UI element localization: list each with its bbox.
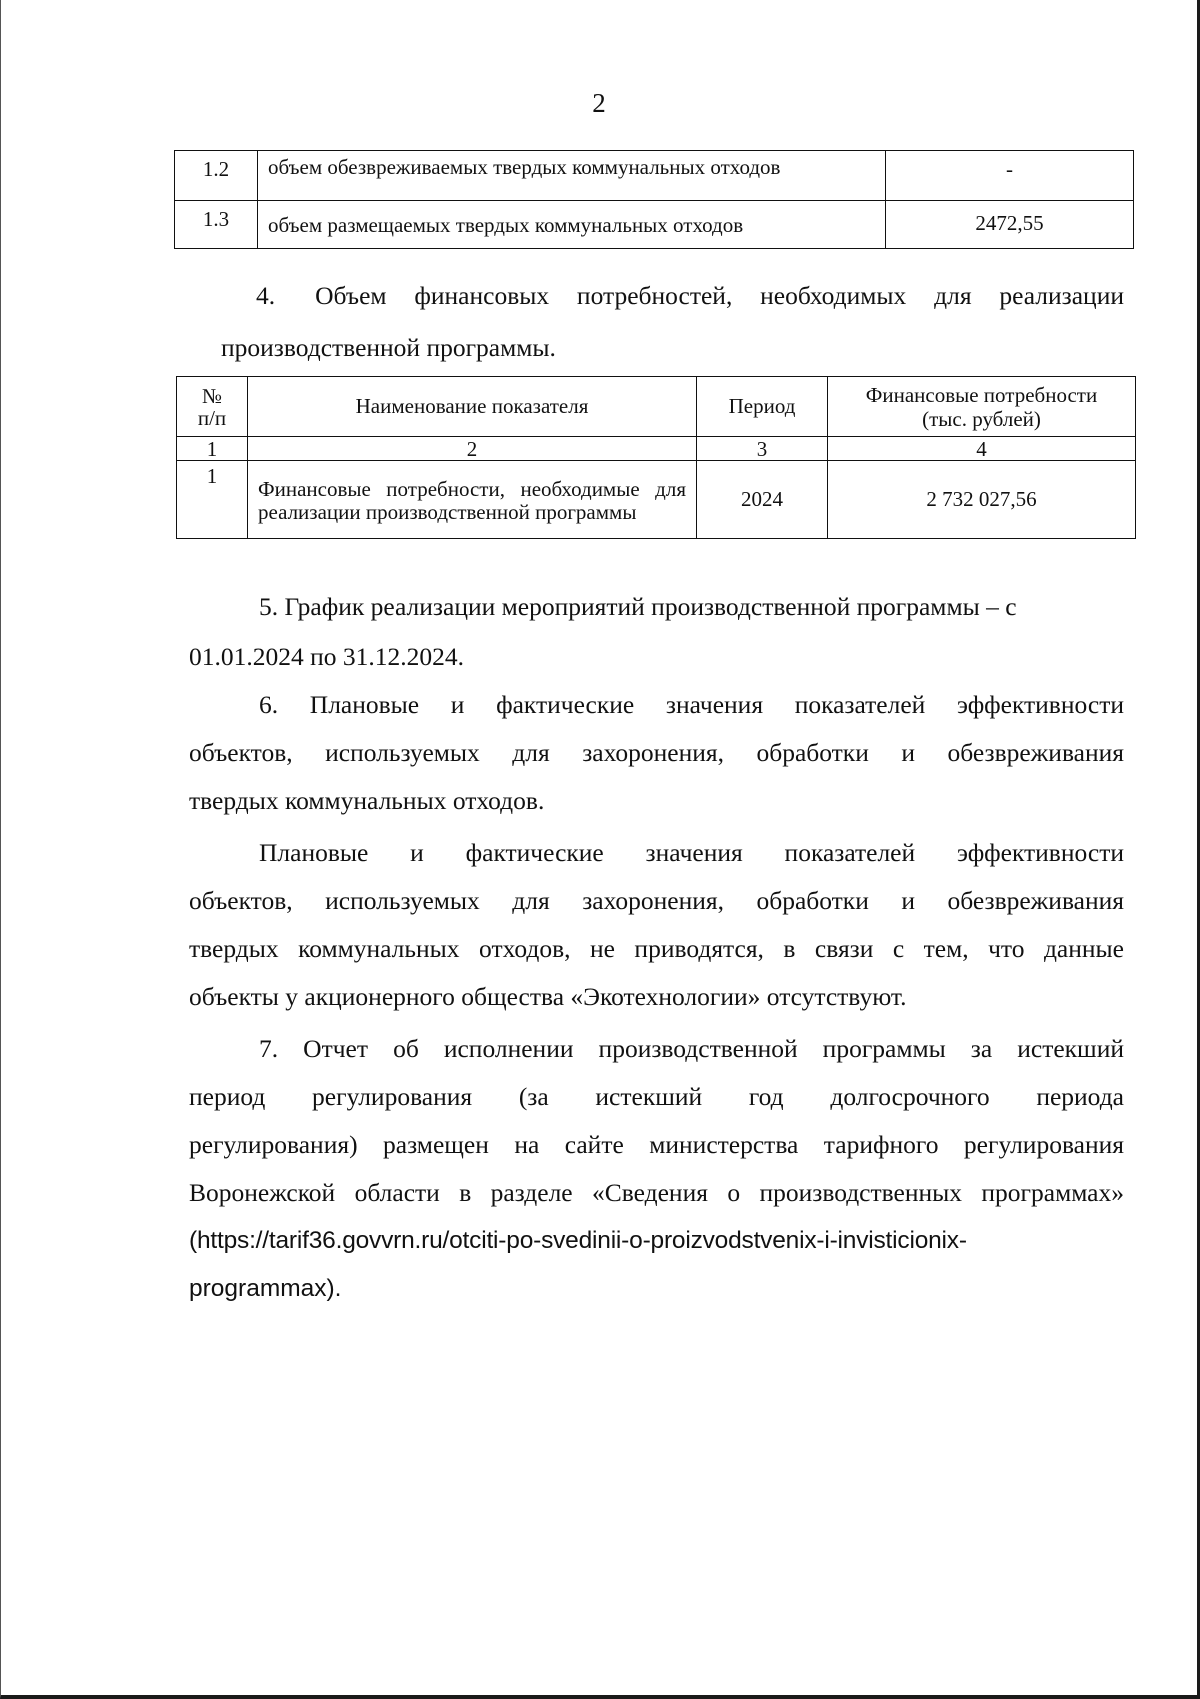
header-num-line2: п/п bbox=[197, 405, 227, 430]
table-row bbox=[175, 151, 1134, 201]
header-financial-line2: (тыс. рублей) bbox=[922, 406, 1041, 431]
volumes-table bbox=[174, 150, 1134, 249]
section-6-line1: 6. Плановые и фактические значения показателей эффективности bbox=[259, 690, 1124, 719]
page-number: 2 bbox=[592, 88, 606, 118]
header-financial bbox=[828, 377, 1136, 437]
section-4-number: 4. bbox=[256, 281, 276, 310]
section-7-line1: 7. Отчет об исполнении производственной программы за истекший bbox=[259, 1034, 1124, 1063]
header-period: Период bbox=[697, 377, 828, 437]
section-4-line1: Объем финансовых потребностей, необходимых для реализации bbox=[315, 281, 1124, 310]
header-financial-line1: Финансовые потребности bbox=[865, 382, 1098, 407]
section-6-line2: объектов, используемых для захоронения, обработки и обезвреживания bbox=[189, 738, 1124, 767]
header-num bbox=[177, 377, 248, 437]
section-6-p2-line3: твердых коммунальных отходов, не приводятся, в связи с тем, что данные bbox=[189, 934, 1124, 963]
row-number: 1.2 bbox=[175, 151, 258, 201]
section-7-url: (https://tarif36.govvrn.ru/otciti-po-svedinii-o-proizvodstvenix-i-invisticionix- bbox=[189, 1227, 967, 1254]
table-row bbox=[175, 201, 1134, 249]
section-5-line1: 5. График реализации мероприятий производственной программы – с bbox=[259, 592, 1017, 621]
row-name-cell bbox=[248, 461, 697, 539]
row-number: 1 bbox=[177, 461, 248, 539]
section-7-line4: Воронежской области в разделе «Сведения о производственных программах» bbox=[189, 1178, 1124, 1207]
row-name: объем обезвреживаемых твердых коммунальных отходов bbox=[258, 151, 886, 201]
table-row bbox=[177, 461, 1136, 539]
row-value: - bbox=[886, 151, 1134, 201]
row-number: 1.3 bbox=[175, 201, 258, 249]
section-6-p2-line2: объектов, используемых для захоронения, обработки и обезвреживания bbox=[189, 886, 1124, 915]
section-5-line2: 01.01.2024 по 31.12.2024. bbox=[189, 642, 465, 671]
col-number: 3 bbox=[697, 437, 828, 461]
row-name: Финансовые потребности, необходимые для реализации производственной программы bbox=[258, 476, 686, 524]
section-6-p2-line4: объекты у акционерного общества «Экотехнологии» отсутствуют. bbox=[189, 982, 907, 1011]
col-number: 4 bbox=[828, 437, 1136, 461]
section-7-line3: регулирования) размещен на сайте министерства тарифного регулирования bbox=[189, 1130, 1124, 1159]
row-value: 2472,55 bbox=[886, 201, 1134, 249]
col-number: 2 bbox=[248, 437, 697, 461]
header-name: Наименование показателя bbox=[248, 377, 697, 437]
row-name: объем размещаемых твердых коммунальных отходов bbox=[258, 201, 886, 249]
section-4-line2: производственной программы. bbox=[221, 333, 556, 362]
section-7-line2: период регулирования (за истекший год долгосрочного периода bbox=[189, 1082, 1124, 1111]
table-numbering-row bbox=[177, 437, 1136, 461]
table-header-row bbox=[177, 377, 1136, 437]
financial-needs-table bbox=[176, 376, 1136, 539]
col-number: 1 bbox=[177, 437, 248, 461]
section-6-line3: твердых коммунальных отходов. bbox=[189, 786, 545, 815]
section-7-line6: programmax). bbox=[189, 1275, 342, 1302]
section-4-heading bbox=[256, 272, 1124, 320]
header-num-line1: № bbox=[201, 383, 223, 408]
section-6-p2-line1: Плановые и фактические значения показателей эффективности bbox=[259, 838, 1124, 867]
row-value: 2 732 027,56 bbox=[828, 461, 1136, 539]
row-period: 2024 bbox=[697, 461, 828, 539]
